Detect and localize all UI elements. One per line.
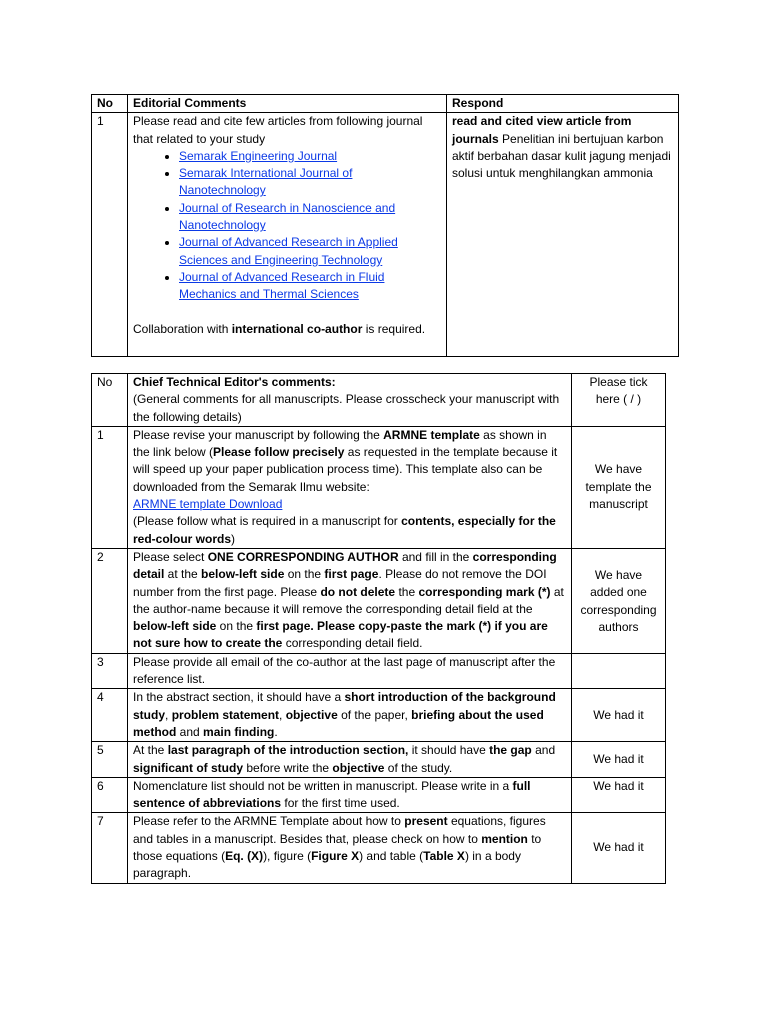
- journal-list: [133, 148, 441, 304]
- table-header-row: [92, 95, 679, 113]
- header-no: No: [92, 374, 128, 427]
- row-number: 1: [92, 426, 128, 548]
- respond-cell: read and cited view article from journals Penelitian ini bertujuan karbon aktif berbahan dasar kulit jagung menjadi solusi untuk menghilangkan ammonia: [447, 113, 679, 357]
- journal-link-item: [179, 148, 441, 165]
- tick-cell: We had it: [572, 689, 666, 742]
- journal-link-item: [179, 269, 441, 304]
- comment-cell: Nomenclature list should not be written in manuscript. Please write in a full sentence of abbreviations for the first time used.: [128, 777, 572, 813]
- row-number: 2: [92, 548, 128, 653]
- table-row: [92, 689, 666, 742]
- table-row: [92, 653, 666, 689]
- chief-editor-comments-table: [91, 373, 666, 884]
- comment-cell: In the abstract section, it should have a short introduction of the background study, problem statement, objective of the paper, briefing about the used method and main finding.: [128, 689, 572, 742]
- table-row: [92, 426, 666, 548]
- tick-cell: We had it: [572, 777, 666, 813]
- row-number: 4: [92, 689, 128, 742]
- tick-cell: We have added one corresponding authors: [572, 548, 666, 653]
- table-row: [92, 548, 666, 653]
- table-row: [92, 113, 679, 357]
- journal-link-item: [179, 234, 441, 269]
- comment-cell: At the last paragraph of the introduction section, it should have the gap and significant of study before write the objective of the study.: [128, 742, 572, 778]
- journal-link[interactable]: Semarak Engineering Journal: [179, 148, 338, 163]
- journal-link[interactable]: Journal of Advanced Research in Applied Sciences and Engineering Technology: [179, 235, 398, 267]
- tick-cell: We had it: [572, 813, 666, 883]
- comment-cell: Please select ONE CORRESPONDING AUTHOR and fill in the corresponding detail at the below-left side on the first page. Please do not remove the DOI number from the first page. Please do not delete the corresponding mark (*) at the author-name because it will remove the corresponding detail field at the below-left side on the first page. Please copy-paste the mark (*) if you are not sure how to create the corresponding detail field.: [128, 548, 572, 653]
- table-row: [92, 813, 666, 883]
- journal-link-item: [179, 165, 441, 200]
- comment-cell: Please revise your manuscript by following the ARMNE template as shown in the link below (Please follow precisely as requested in the template because it will speed up your paper publication process time). This template also can be downloaded from the Semarak Ilmu website: ARMNE template Download (Please follow what is required in a manuscript for contents, especially for the red-colour words): [128, 426, 572, 548]
- editorial-comment: [128, 113, 447, 357]
- journal-link[interactable]: Journal of Research in Nanoscience and Nanotechnology: [179, 200, 396, 233]
- row-number: 1: [92, 113, 128, 357]
- header-tick: Please tick here ( / ): [572, 374, 666, 427]
- editorial-comments-table: [91, 94, 679, 357]
- header-respond: Respond: [447, 95, 679, 113]
- header-chief-editor-comments: Chief Technical Editor's comments: (General comments for all manuscripts. Please crosscheck your manuscript with the following details): [128, 374, 572, 427]
- header-editorial-comments: Editorial Comments: [128, 95, 447, 113]
- table-header-row: [92, 374, 666, 427]
- header-no: No: [92, 95, 128, 113]
- journal-link[interactable]: Journal of Advanced Research in Fluid Mechanics and Thermal Sciences: [179, 269, 385, 302]
- row-number: 5: [92, 742, 128, 778]
- collaboration-note: Collaboration with international co-author is required.: [133, 321, 426, 336]
- tick-cell: We have template the manuscript: [572, 426, 666, 548]
- template-download-link[interactable]: ARMNE template Download: [133, 497, 283, 512]
- row-number: 3: [92, 653, 128, 689]
- comment-cell: Please refer to the ARMNE Template about how to present equations, figures and tables in a manuscript. Besides that, please check on how to mention to those equations (Eq. (X)), figure (Figure X) and table (Table X) in a body paragraph.: [128, 813, 572, 883]
- tick-cell: [572, 653, 666, 689]
- journal-link[interactable]: Semarak International Journal of Nanotechnology: [179, 166, 353, 198]
- row-number: 6: [92, 777, 128, 813]
- comment-cell: Please provide all email of the co-author at the last page of manuscript after the reference list.: [128, 653, 572, 689]
- comment-intro: Please read and cite few articles from following journal that related to your study: [133, 114, 423, 146]
- journal-link-item: [179, 200, 441, 235]
- tick-cell: We had it: [572, 742, 666, 778]
- table-row: [92, 777, 666, 813]
- row-number: 7: [92, 813, 128, 883]
- table-row: [92, 742, 666, 778]
